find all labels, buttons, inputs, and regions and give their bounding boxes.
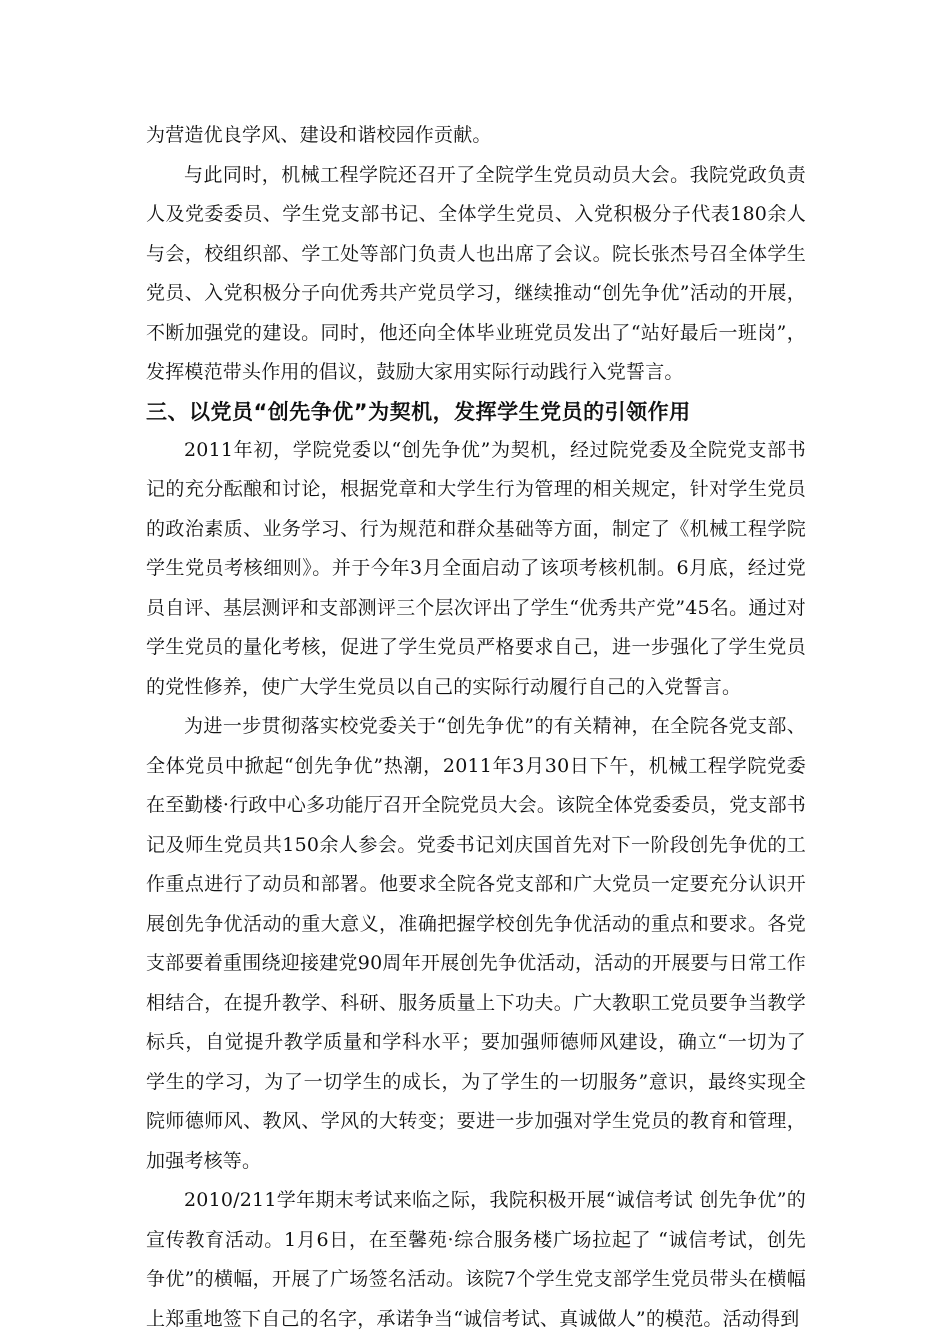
paragraph-assessment-rules: 2011年初，学院党委以“创先争优”为契机，经过院党委及全院党支部书记的充分酝酿和讨论，根据党章和大学生行为管理的相关规定，针对学生党员的政治素质、业务学习、行为规范和群众基础等方面，制定了《机械工程学院学生党员考核细则》。并于今年3月全面启动了该项考核机制。6月底，经过党员自评、基层测评和支部测评三个层次评出了学生“优秀共产党”45名。通过对学生党员的量化考核，促进了学生党员严格要求自己，进一步强化了学生党员的党性修养，使广大学生党员以自己的实际行动履行自己的入党誓言。 <box>146 438 806 698</box>
paragraph-continuation: 为营造优良学风、建设和谐校园作贡献。 <box>146 124 492 146</box>
paragraph-party-conference: 为进一步贯彻落实校党委关于“创先争优”的有关精神，在全院各党支部、全体党员中掀起“创先争优”热潮，2011年3月30日下午，机械工程学院党委在至勤楼·行政中心多功能厅召开全院党员大会。该院全体党委委员，党支部书记及师生党员共150余人参会。党委书记刘庆国首先对下一阶段创先争优的工作重点进行了动员和部署。他要求全院各党支部和广大党员一定要充分认识开展创先争优活动的重大意义，准确把握学校创先争优活动的重点和要求。各党支部要着重围绕迎接建党90周年开展创先争优活动，活动的开展要与日常工作相结合，在提升教学、科研、服务质量上下功夫。广大教职工党员要争当教学标兵，自觉提升教学质量和学科水平；要加强师德师风建设，确立“一切为了学生的学习，为了一切学生的成长，为了学生的一切服务”意识，最终实现全院师德师风、教风、学风的大转变；要进一步加强对学生党员的教育和管理，加强考核等。 <box>146 715 806 1172</box>
document-body <box>146 116 806 1339</box>
section-heading: 三、以党员“创先争优”为契机，发挥学生党员的引领作用 <box>146 399 691 424</box>
paragraph-integrity-exam: 2010/211学年期末考试来临之际，我院积极开展“诚信考试 创先争优”的宣传教育活动。1月6日，在至馨苑·综合服务楼广场拉起了 “诚信考试，创先争优”的横幅，开展了广场签名活动。该院7个学生党支部学生党员带头在横幅上郑重地签下自己的名字，承诺争当“诚信考试、真诚做人”的模范。活动得到 <box>146 1189 806 1330</box>
paragraph-mobilization-meeting: 与此同时，机械工程学院还召开了全院学生党员动员大会。我院党政负责人及党委委员、学生党支部书记、全体学生党员、入党积极分子代表180余人与会，校组织部、学工处等部门负责人也出席了会议。院长张杰号召全体学生党员、入党积极分子向优秀共产党员学习，继续推动“创先争优”活动的开展，不断加强党的建设。同时，他还向全体毕业班党员发出了“站好最后一班岗”，发挥模范带头作用的倡议，鼓励大家用实际行动践行入党誓言。 <box>146 163 806 383</box>
